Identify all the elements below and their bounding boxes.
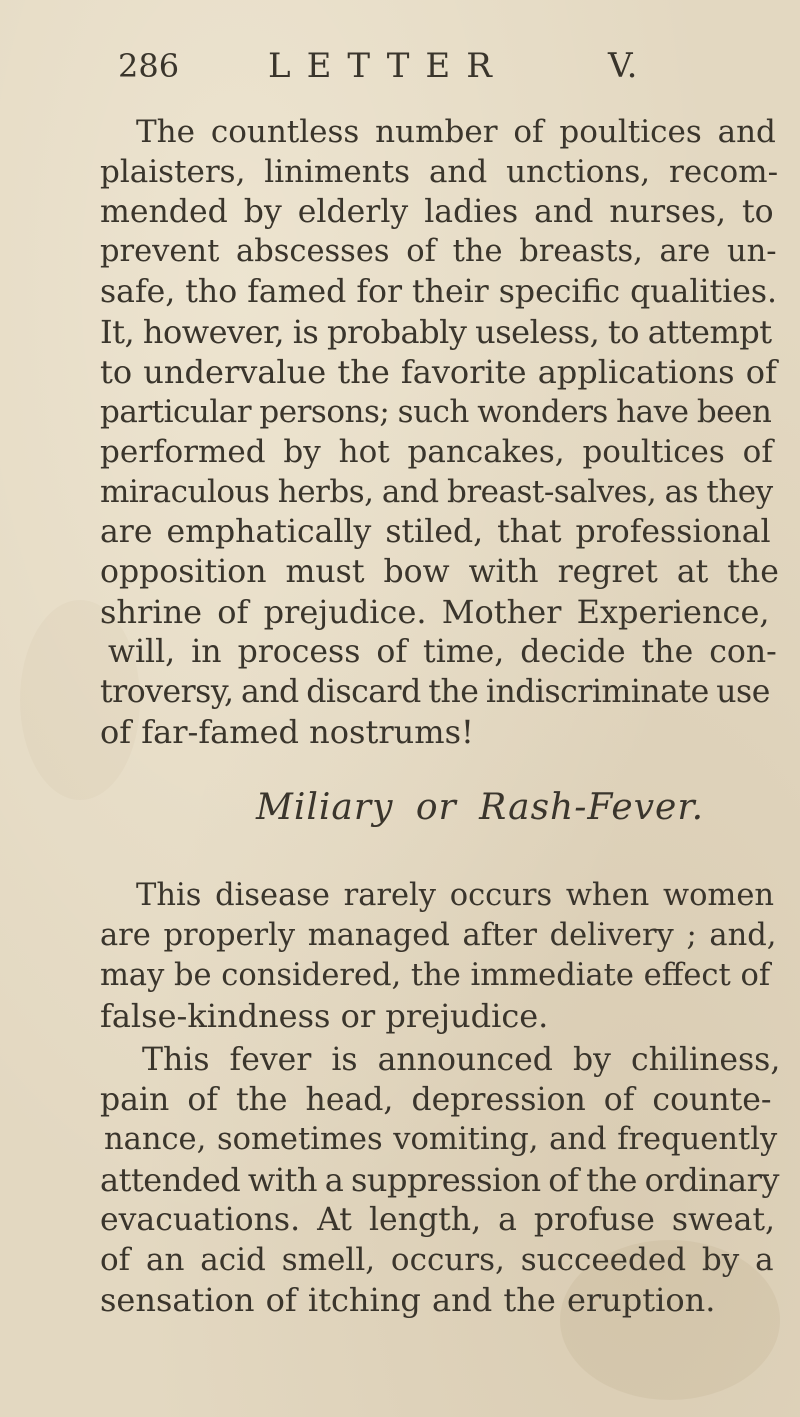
text-line: The countless number of poultices and bbox=[136, 114, 776, 150]
text-line: attended with a suppression of the ordinary bbox=[100, 1161, 779, 1199]
text-line: pain of the head, depression of counte- bbox=[100, 1082, 772, 1118]
text-line: troversy, and discard the indiscriminate use bbox=[100, 674, 770, 710]
text-line: mended by elderly ladies and nurses, to bbox=[100, 194, 774, 230]
running-head-title: LETTER bbox=[268, 46, 508, 86]
text-line: safe, tho famed for their specific qualities. bbox=[100, 274, 778, 310]
text-line: performed by hot pancakes, poultices of bbox=[100, 434, 773, 470]
text-line: It, however, is probably useless, to attempt bbox=[100, 313, 772, 351]
text-line: shrine of prejudice. Mother Experience, bbox=[100, 593, 770, 631]
text-line: are emphatically stiled, that professional bbox=[100, 514, 771, 550]
text-line: false-kindness or prejudice. bbox=[100, 997, 549, 1035]
text-line: nance, sometimes vomiting, and frequently bbox=[104, 1122, 778, 1157]
text-line: evacuations. At length, a profuse sweat, bbox=[100, 1202, 776, 1238]
text-line: sensation of itching and the eruption. bbox=[100, 1281, 716, 1319]
section-heading: Miliary or Rash-Fever. bbox=[256, 787, 705, 828]
text-line: opposition must bow with regret at the bbox=[100, 554, 779, 590]
text-line: may be considered, the immediate effect of bbox=[100, 958, 771, 993]
page-number: 286 bbox=[118, 47, 180, 85]
text-line: particular persons; such wonders have been bbox=[100, 394, 772, 430]
text-line: are properly managed after delivery ; and, bbox=[100, 918, 777, 953]
text-line: of far-famed nostrums! bbox=[100, 713, 474, 751]
text-line: This fever is announced by chiliness, bbox=[142, 1042, 781, 1078]
text-line: of an acid smell, occurs, succeeded by a bbox=[100, 1242, 774, 1278]
text-line: will, in process of time, decide the con- bbox=[108, 634, 777, 670]
text-line: plaisters, liniments and unctions, recom- bbox=[100, 154, 779, 190]
text-line: to undervalue the favorite applications of bbox=[100, 353, 777, 391]
text-line: miraculous herbs, and breast-salves, as they bbox=[100, 474, 773, 510]
running-head-numeral: V. bbox=[608, 46, 638, 86]
text-line: This disease rarely occurs when women bbox=[136, 878, 775, 913]
text-line: prevent abscesses of the breasts, are un- bbox=[100, 234, 777, 269]
